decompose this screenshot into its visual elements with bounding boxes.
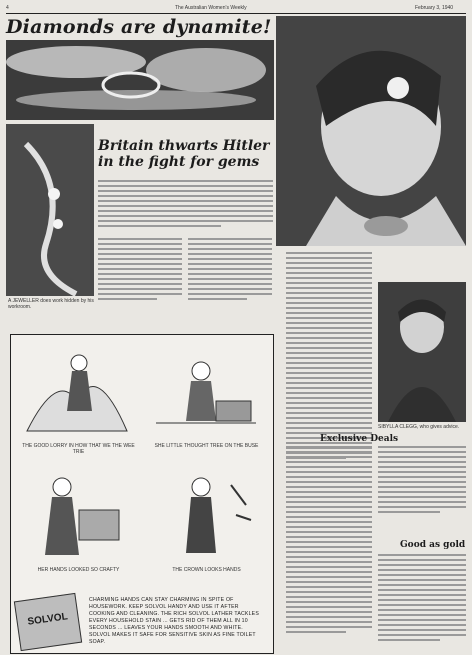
- solvol-product-box: [14, 593, 82, 651]
- issue-date: February 3, 1940: [415, 5, 454, 11]
- subtitle-line-1: Britain thwarts Hitler: [98, 138, 270, 154]
- exclusive-deals-heading: Exclusive Deals: [320, 434, 399, 444]
- good-as-gold-heading: Good as gold: [400, 540, 466, 550]
- advert-caption-3: HER HANDS LOOKED SO CRAFTY: [37, 567, 120, 573]
- advert-illustration-1: [17, 341, 137, 441]
- article-col-6: [378, 554, 466, 644]
- advert-copy: CHARMING HANDS CAN STAY CHARMING IN SPITE OF HOUSEWORK. KEEP SOLVOL HANDY AND USE IT AFTER COOKING AND CLEANING. THE RICH SOLVOL LATHER TACKLES EVERY HOUSEHOLD STAIN ... GETS RID OF THEM ALL IN 10 SECONDS ... LEAVES YOUR HANDS SMOOTH AND WHITE. SOLVOL MAKES IT SAFE FOR SENSITIVE SKIN AS FINE TOILET SOAP.: [89, 597, 259, 645]
- jewelry-photo: [6, 40, 274, 120]
- advert-illustration-4: [146, 465, 266, 565]
- publication-name: The Australian Women's Weekly: [175, 5, 247, 11]
- advert-illustration-3: [17, 465, 137, 565]
- article-intro-text: [98, 180, 273, 230]
- article-title: Diamonds are dynamite!: [6, 16, 272, 38]
- solvol-advertisement: [10, 334, 274, 654]
- advert-caption-1: THE GOOD LORRY IN HOW THAT WE THE WEE TRIE: [22, 443, 135, 455]
- subtitle-line-2: in the fight for gems: [98, 154, 260, 170]
- hands-photo: [6, 124, 94, 296]
- article-col-2: [188, 238, 272, 303]
- portrait-photo: [276, 16, 466, 246]
- article-col-1: [98, 238, 182, 303]
- masthead-rule: [6, 13, 466, 14]
- article-col-4: [286, 446, 372, 636]
- article-col-5: [378, 446, 466, 516]
- page-number: 4: [6, 5, 9, 11]
- solvol-brand: SOLVOL: [26, 611, 69, 628]
- small-portrait-photo: [378, 282, 466, 422]
- article-subtitle: [98, 138, 269, 170]
- advert-caption-4: THE CROWN LOOKS HANDS: [172, 567, 241, 573]
- article-col-3: [286, 252, 372, 462]
- advert-caption-2: SHE LITTLE THOUGHT TREE ON THE BUSE: [154, 443, 259, 449]
- advert-illustration-2: [146, 341, 266, 441]
